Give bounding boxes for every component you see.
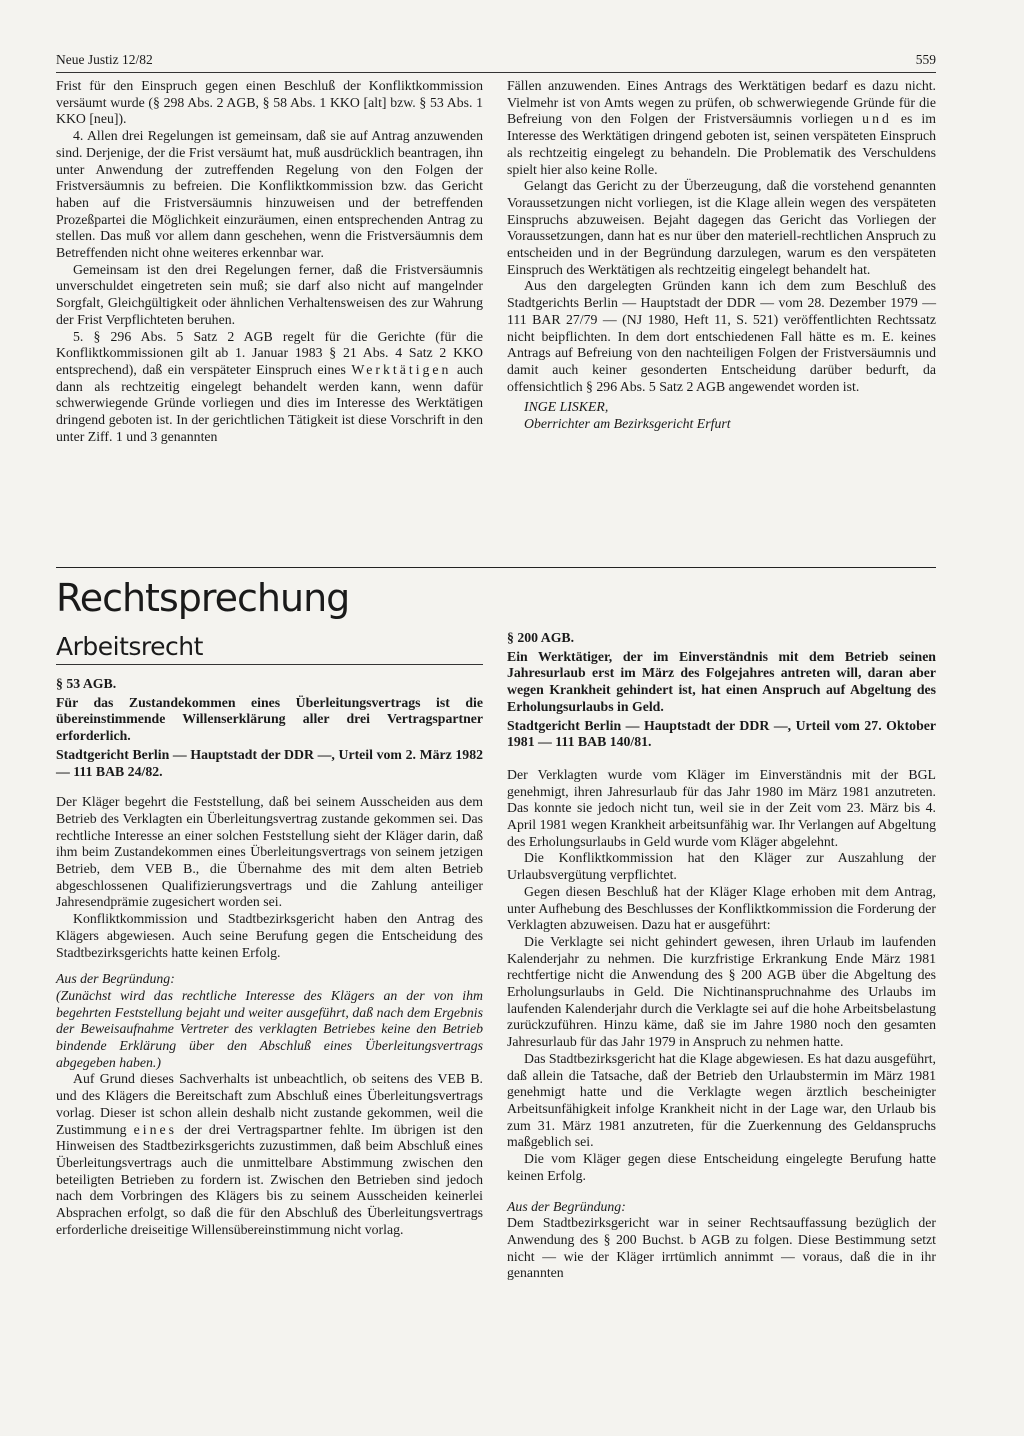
case-paragraph-reference: § 53 AGB. — [56, 676, 117, 691]
paragraph — [507, 78, 936, 178]
running-header — [56, 52, 936, 73]
author-position: Oberrichter am Bezirksgericht Erfurt — [524, 416, 731, 432]
column-bottom-right — [507, 630, 936, 1282]
case-headnote: Ein Werktätiger, der im Einverständnis mit dem Betrieb seinen Jahresurlaub erst im März des Folgejahres antreten will, daran aber wegen Krankheit gehindert ist, hat einen Anspruch auf Abgeltung des Erholungsurlaubs in Geld. — [507, 648, 936, 714]
paragraph: Dem Stadtbezirksgericht war in seiner Rechtsauffassung bezüglich der Anwendung des § 200 Buchst. b AGB zu folgen. Diese Bestimmung setzt nicht — wie der Kläger irrtümlich annimmt — voraus, daß die in ihr genannten — [507, 1215, 936, 1281]
paragraph: Frist für den Einspruch gegen einen Beschluß der Konfliktkommission versäumt wurde (§ 298 Abs. 2 AGB, § 58 Abs. 1 KKO [alt] bzw. § 53 Abs. 1 KKO [neu]). — [56, 78, 483, 127]
reasons-note: (Zunächst wird das rechtliche Interesse des Klägers an der von ihm begehrten Feststellung bejaht und weiter ausgeführt, daß nach dem Ergebnis der Beweisaufnahme Vertreter des verklagten Betriebes keine den Betrieb bindende Erklärung über den Abschluß eines Überleitungsvertrags abgegeben haben.) — [56, 987, 483, 1070]
column-bottom-left — [56, 676, 483, 1239]
column-top-right — [507, 78, 936, 433]
case-citation: Stadtgericht Berlin — Hauptstadt der DDR —, Urteil vom 27. Oktober 1981 — 111 BAB 140/81. — [507, 717, 936, 750]
text-run: der drei Vertragspartner fehlte. Im übrigen ist den Hinweisen des Stadtbezirksgerichts zuzustimmen, daß beim Abschluß eines Überleitungsvertrags auch die unmittelbare Abstimmung zwischen den beteiligten Betrieben zu fordern ist. Zwischen den Betrieben sind jedoch nach dem Vorbringen des Klägers bis zu seinem Ausscheiden keinerlei Absprachen erfolgt, so daß die für den Abschluß des Überleitungsvertrags erforderliche dreiseitige Willensübereinstimmung nicht vorlag. — [56, 1121, 483, 1237]
paragraph: Die vom Kläger gegen diese Entscheidung eingelegte Berufung hatte keinen Erfolg. — [507, 1151, 936, 1183]
text-run: 5. § 296 Abs. 5 Satz 2 AGB regelt für die Gerichte (für die Konfliktkommissionen gilt ab 1. Januar 1983 § 21 Abs. 4 Satz 2 KKO entsprechend), daß ein verspäteter Einspruch eines — [56, 328, 483, 377]
text-run: Auf Grund dieses Sachverhalts ist unbeachtlich, ob seitens des VEB B. und des Klägers die Bereitschaft zum Abschluß eines Überleitungsvertrags vorlag. Dieser ist schon allein deshalb nicht zustande gekommen, weil die Zustimmung — [56, 1071, 483, 1137]
paragraph: Gegen diesen Beschluß hat der Kläger Klage erhoben mit dem Antrag, unter Aufhebung des Beschlusses der Konfliktkommission die Forderung der Verklagten abzuweisen. Dazu hat er ausgeführt: — [507, 883, 936, 933]
reasons-heading: Aus der Begründung: — [56, 971, 175, 987]
subsection-divider — [56, 664, 483, 665]
spaced-word: eines — [133, 1121, 177, 1137]
author-name: INGE LISKER, — [524, 399, 609, 415]
spaced-word: Werktätigen — [351, 361, 452, 377]
paragraph: 4. Allen drei Regelungen ist gemeinsam, daß sie auf Antrag anzuwenden sind. Derjenige, der die Frist versäumt hat, muß ausdrücklich beantragen, ihn unter Anwendung der zutreffenden Regelung von den Folgen der Fristversäumnis zu befreien. Die Konfliktkommission bzw. das Gericht haben auf die Fristversäumnis hinzuweisen und der betreffenden Prozeßpartei die Möglichkeit einzuräumen, einen entsprechenden Antrag zu stellen. Das muß vor allem dann geschehen, wenn die Fristversäumnis dem Betreffenden nicht ohne weiteres erkennbar war. — [56, 128, 483, 261]
case-citation: Stadtgericht Berlin — Hauptstadt der DDR —, Urteil vom 2. März 1982 — 111 BAB 24/82. — [56, 746, 483, 779]
text-run: es im Interesse des Werktätigen dringend geboten ist, seinen verspäteten Einspruch als rechtzeitig eingelegt zu behandeln. Die Problematik des Verschuldens spielt hier also keine Rolle. — [507, 111, 936, 177]
paragraph: Das Stadtbezirksgericht hat die Klage abgewiesen. Es hat dazu ausgeführt, daß allein die Tatsache, daß der Betrieb den Urlaubstermin im März 1981 genehmigt hatte und die Verklagte wegen ärztlich bescheinigter Arbeitsunfähigkeit infolge Krankheit nicht in der Lage war, den Urlaub bis zum 31. März 1981 anzutreten, für die Zuerkennung des Geldanspruchs maßgeblich sei. — [507, 1050, 936, 1150]
paragraph: Gelangt das Gericht zu der Überzeugung, daß die vorstehend genannten Voraussetzungen nicht vorliegen, ist die Klage allein wegen des verspäteten Einspruchs abzuweisen. Bejaht dagegen das Gericht das Vorliegen der Voraussetzungen, dann hat es nur über den materiell-rechtlichen Anspruch zu entscheiden und in der Begründung darzulegen, warum es den verspäteten Einspruch des Werktätigen als rechtzeitig eingelegt behandelt hat. — [507, 178, 936, 277]
text-run: auch dann als rechtzeitig eingelegt behandelt werden kann, wenn dafür schwerwiegende Gründe vorliegen und dies im Interesse des Werktätigen dringend geboten ist. In der gerichtlichen Tätigkeit ist diese Vorschrift in den unter Ziff. 1 und 3 genannten — [56, 361, 483, 444]
column-top-left — [56, 78, 483, 445]
text-run: Fällen anzuwenden. Eines Antrags des Werktätigen bedarf es dazu nicht. Vielmehr ist von Amts wegen zu prüfen, ob schwerwiegende Gründe für die Befreiung von den Folgen der Fristversäumnis vorliegen — [507, 78, 936, 127]
section-divider — [56, 567, 936, 568]
spaced-word: und — [862, 111, 892, 127]
section-title: Rechtsprechung — [56, 576, 350, 620]
subsection-title: Arbeitsrecht — [56, 632, 203, 661]
paragraph: Der Kläger begehrt die Feststellung, daß bei seinem Ausscheiden aus dem Betrieb des Verklagten ein Überleitungsvertrag zustande gekommen sei. Das rechtliche Interesse an einer solchen Feststellung sieht der Kläger darin, daß ihm beim Zustandekommen eines Überleitungsvertrags von seinem jetzigen Betrieb, dem VEB B., die Übernahme des mit dem alten Betrieb abgeschlossenen Qualifizierungsvertrags und die Zahlung anteiliger Jahresendprämie zugesichert worden sei. — [56, 794, 483, 910]
paragraph: Die Konfliktkommission hat den Kläger zur Auszahlung der Urlaubsvergütung verpflichtet. — [507, 850, 936, 883]
paragraph: Die Verklagte sei nicht gehindert gewesen, ihren Urlaub im laufenden Kalenderjahr zu nehmen. Die kurzfristige Erkrankung Ende März 1981 rechtfertige nicht die Anwendung des § 200 AGB über die Abgeltung des Erholungsurlaubs in Geld. Die Nichtinanspruchnahme des Urlaubs im laufenden Kalenderjahr durch die Verklagte sei auf die hohe Arbeitsbelastung zurückzuführen. Hinzu käme, daß sie im Jahre 1980 noch den gesamten Jahresurlaub für das Jahr 1979 in Anspruch zu nehmen hatte. — [507, 933, 936, 1050]
paragraph: Der Verklagten wurde vom Kläger im Einverständnis mit der BGL genehmigt, ihren Jahresurlaub für das Jahr 1980 im März 1981 anzutreten. Das konnte sie jedoch nicht tun, weil sie in der Zeit vom 23. März bis 4. April 1981 wegen Krankheit arbeitsunfähig war. Ihr Verlangen auf Abgeltung des Erholungsurlaubs in Geld wurde vom Kläger abgelehnt. — [507, 766, 936, 849]
paragraph: Aus den dargelegten Gründen kann ich dem zum Beschluß des Stadtgerichts Berlin — Hauptstadt der DDR — vom 28. Dezember 1979 — 111 BAR 27/79 — (NJ 1980, Heft 11, S. 521) veröffentlichten Rechtssatz nicht beipflichten. In dem dort entschiedenen Fall hätte es m. E. keines Antrags auf Befreiung von den nachteiligen Folgen der Fristversäumnis und damit auch keiner gesonderten Entscheidung darüber bedurft, da offensichtlich § 296 Abs. 5 Satz 2 AGB angewendet worden ist. — [507, 278, 936, 394]
case-paragraph-reference: § 200 AGB. — [507, 630, 575, 645]
case-headnote: Für das Zustandekommen eines Überleitungsvertrags ist die übereinstimmende Willenserklärung aller drei Vertragspartner erforderlich. — [56, 694, 483, 744]
journal-issue: Neue Justiz 12/82 — [56, 52, 153, 67]
page-number: 559 — [915, 52, 936, 67]
paragraph: Gemeinsam ist den drei Regelungen ferner, daß die Fristversäumnis unverschuldet eingetreten sein muß; sie darf also nicht auf mangelnder Sorgfalt, Gleichgültigkeit oder ähnlichen Verhaltensweisen des zur Wahrung der Frist Verpflichteten beruhen. — [56, 261, 483, 327]
paragraph — [56, 1071, 483, 1238]
reasons-heading: Aus der Begründung: — [507, 1198, 626, 1214]
paragraph — [56, 329, 483, 446]
paragraph: Konfliktkommission und Stadtbezirksgericht haben den Antrag des Klägers abgewiesen. Auch seine Berufung gegen die Entscheidung des Stadtbezirksgerichts hatte keinen Erfolg. — [56, 911, 483, 960]
